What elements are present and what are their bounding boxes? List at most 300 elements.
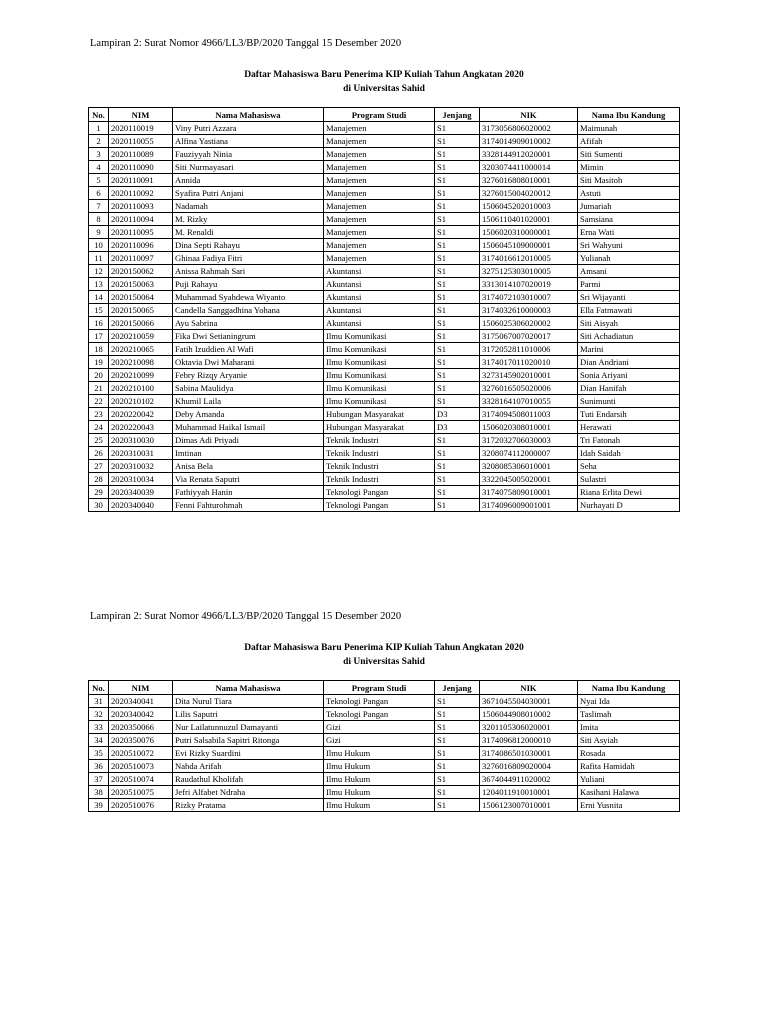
table-row — [89, 200, 680, 213]
cell-jenjang: S1 — [435, 695, 480, 708]
cell-nama: Annida — [173, 174, 324, 187]
cell-ibu-kandung: Ella Fatmawati — [578, 304, 680, 317]
cell-no: 19 — [89, 356, 109, 369]
cell-ibu-kandung: Dian Hanifah — [578, 382, 680, 395]
cell-ibu-kandung: Afifah — [578, 135, 680, 148]
table-row — [89, 460, 680, 473]
cell-nama: Candella Sanggadhina Yohana — [173, 304, 324, 317]
cell-no: 3 — [89, 148, 109, 161]
cell-jenjang: S1 — [435, 356, 480, 369]
table-header-row — [89, 108, 680, 122]
cell-no: 4 — [89, 161, 109, 174]
cell-no: 25 — [89, 434, 109, 447]
cell-jenjang: S1 — [435, 252, 480, 265]
cell-nik: 3203074411000014 — [480, 161, 578, 174]
cell-nik: 3273145902010001 — [480, 369, 578, 382]
cell-nik: 3674044911020002 — [480, 773, 578, 786]
cell-nama: Fenni Fahturohmah — [173, 499, 324, 512]
cell-no: 18 — [89, 343, 109, 356]
cell-no: 9 — [89, 226, 109, 239]
cell-nik: 3174032610000003 — [480, 304, 578, 317]
cell-no: 2 — [89, 135, 109, 148]
cell-no: 16 — [89, 317, 109, 330]
cell-nik: 3174094508011003 — [480, 408, 578, 421]
cell-nama: Muhammad Haikal Ismail — [173, 421, 324, 434]
cell-jenjang: S1 — [435, 187, 480, 200]
cell-nim: 2020110095 — [109, 226, 173, 239]
cell-nim: 2020350076 — [109, 734, 173, 747]
cell-jenjang: S1 — [435, 278, 480, 291]
table-row — [89, 369, 680, 382]
cell-ibu-kandung: Tri Fatonah — [578, 434, 680, 447]
cell-no: 38 — [89, 786, 109, 799]
table-row — [89, 408, 680, 421]
column-header: Nama Ibu Kandung — [578, 108, 680, 122]
column-header: No. — [89, 681, 109, 695]
cell-no: 37 — [89, 773, 109, 786]
table-row — [89, 734, 680, 747]
cell-nama: Dita Nurul Tiara — [173, 695, 324, 708]
table-row — [89, 421, 680, 434]
cell-ibu-kandung: Amsani — [578, 265, 680, 278]
cell-jenjang: S1 — [435, 369, 480, 382]
table-row — [89, 161, 680, 174]
cell-program-studi: Ilmu Komunikasi — [324, 382, 435, 395]
cell-nik: 3275125303010005 — [480, 265, 578, 278]
cell-ibu-kandung: Kasihani Halawa — [578, 786, 680, 799]
cell-no: 26 — [89, 447, 109, 460]
cell-nama: Nahda Arifah — [173, 760, 324, 773]
cell-nim: 2020110096 — [109, 239, 173, 252]
cell-jenjang: S1 — [435, 174, 480, 187]
cell-ibu-kandung: Mimin — [578, 161, 680, 174]
cell-nim: 2020510076 — [109, 799, 173, 812]
cell-nik: 3276016809020004 — [480, 760, 578, 773]
cell-ibu-kandung: Rafita Hamidah — [578, 760, 680, 773]
cell-jenjang: S1 — [435, 486, 480, 499]
cell-nama: Khumil Laila — [173, 395, 324, 408]
table-row — [89, 499, 680, 512]
cell-program-studi: Manajemen — [324, 239, 435, 252]
cell-nik: 3208074112000007 — [480, 447, 578, 460]
cell-ibu-kandung: Sunimunti — [578, 395, 680, 408]
cell-ibu-kandung: Idah Saidah — [578, 447, 680, 460]
cell-no: 6 — [89, 187, 109, 200]
cell-ibu-kandung: Riana Erlita Dewi — [578, 486, 680, 499]
cell-program-studi: Ilmu Komunikasi — [324, 356, 435, 369]
column-header: NIM — [109, 681, 173, 695]
cell-nama: M. Rizky — [173, 213, 324, 226]
cell-nim: 2020110019 — [109, 122, 173, 135]
cell-program-studi: Manajemen — [324, 135, 435, 148]
cell-nim: 2020110090 — [109, 161, 173, 174]
lampiran-header: Lampiran 2: Surat Nomor 4966/LL3/BP/2020 Tanggal 15 Desember 2020 — [90, 38, 402, 49]
cell-nama: Anisa Bela — [173, 460, 324, 473]
table-row — [89, 265, 680, 278]
cell-nim: 2020510073 — [109, 760, 173, 773]
cell-program-studi: Akuntansi — [324, 317, 435, 330]
cell-no: 17 — [89, 330, 109, 343]
cell-program-studi: Gizi — [324, 721, 435, 734]
cell-nim: 2020110092 — [109, 187, 173, 200]
table-row — [89, 434, 680, 447]
cell-program-studi: Manajemen — [324, 122, 435, 135]
cell-jenjang: S1 — [435, 773, 480, 786]
cell-nama: Jefri Alfabet Ndraha — [173, 786, 324, 799]
cell-nik: 3328164107010055 — [480, 395, 578, 408]
student-table — [88, 107, 680, 512]
cell-ibu-kandung: Nurhayati D — [578, 499, 680, 512]
cell-nim: 2020310032 — [109, 460, 173, 473]
cell-jenjang: S1 — [435, 799, 480, 812]
column-header: Program Studi — [324, 681, 435, 695]
cell-nim: 2020510072 — [109, 747, 173, 760]
table-row — [89, 330, 680, 343]
column-header: Nama Ibu Kandung — [578, 681, 680, 695]
cell-ibu-kandung: Seha — [578, 460, 680, 473]
cell-no: 23 — [89, 408, 109, 421]
cell-nik: 3172052811010006 — [480, 343, 578, 356]
cell-nik: 3174096812000010 — [480, 734, 578, 747]
cell-program-studi: Teknik Industri — [324, 447, 435, 460]
cell-ibu-kandung: Samsiana — [578, 213, 680, 226]
cell-program-studi: Ilmu Komunikasi — [324, 395, 435, 408]
cell-no: 11 — [89, 252, 109, 265]
cell-ibu-kandung: Marini — [578, 343, 680, 356]
cell-jenjang: S1 — [435, 200, 480, 213]
column-header: Jenjang — [435, 681, 480, 695]
cell-nik: 3174086501030001 — [480, 747, 578, 760]
table-row — [89, 695, 680, 708]
cell-ibu-kandung: Maimunah — [578, 122, 680, 135]
cell-program-studi: Ilmu Hukum — [324, 773, 435, 786]
cell-jenjang: S1 — [435, 122, 480, 135]
cell-jenjang: S1 — [435, 226, 480, 239]
cell-program-studi: Gizi — [324, 734, 435, 747]
cell-jenjang: S1 — [435, 473, 480, 486]
cell-ibu-kandung: Parmi — [578, 278, 680, 291]
cell-no: 5 — [89, 174, 109, 187]
cell-jenjang: S1 — [435, 265, 480, 278]
cell-no: 10 — [89, 239, 109, 252]
cell-ibu-kandung: Herawati — [578, 421, 680, 434]
table-row — [89, 773, 680, 786]
cell-nik: 1506110401020001 — [480, 213, 578, 226]
cell-program-studi: Akuntansi — [324, 278, 435, 291]
table-row — [89, 747, 680, 760]
table-row — [89, 148, 680, 161]
document-title: Daftar Mahasiswa Baru Penerima KIP Kuliah Tahun Angkatan 2020 — [244, 643, 524, 653]
cell-program-studi: Manajemen — [324, 213, 435, 226]
cell-nama: Puji Rahayu — [173, 278, 324, 291]
table-row — [89, 382, 680, 395]
cell-nim: 2020150065 — [109, 304, 173, 317]
cell-program-studi: Ilmu Hukum — [324, 760, 435, 773]
cell-program-studi: Manajemen — [324, 252, 435, 265]
cell-program-studi: Manajemen — [324, 226, 435, 239]
column-header: NIM — [109, 108, 173, 122]
cell-no: 24 — [89, 421, 109, 434]
cell-jenjang: S1 — [435, 135, 480, 148]
cell-nim: 2020210059 — [109, 330, 173, 343]
cell-nim: 2020510075 — [109, 786, 173, 799]
table-row — [89, 304, 680, 317]
cell-program-studi: Manajemen — [324, 200, 435, 213]
cell-nim: 2020340042 — [109, 708, 173, 721]
cell-nik: 3276015004020012 — [480, 187, 578, 200]
cell-program-studi: Manajemen — [324, 174, 435, 187]
table-row — [89, 278, 680, 291]
cell-nama: Fauziyyah Ninia — [173, 148, 324, 161]
cell-nama: Nur Lailatunnuzul Damayanti — [173, 721, 324, 734]
table-row — [89, 799, 680, 812]
cell-nik: 1506044908010002 — [480, 708, 578, 721]
cell-nama: Evi Rizky Suardini — [173, 747, 324, 760]
student-table — [88, 680, 680, 812]
cell-ibu-kandung: Nyai Ida — [578, 695, 680, 708]
cell-ibu-kandung: Sri Wahyuni — [578, 239, 680, 252]
cell-nik: 3174017011020010 — [480, 356, 578, 369]
cell-nim: 2020110093 — [109, 200, 173, 213]
cell-nik: 3174014909010002 — [480, 135, 578, 148]
cell-jenjang: S1 — [435, 317, 480, 330]
table-row — [89, 486, 680, 499]
cell-nik: 1506020310000001 — [480, 226, 578, 239]
cell-nama: Febry Rizqy Aryanie — [173, 369, 324, 382]
cell-program-studi: Manajemen — [324, 161, 435, 174]
cell-ibu-kandung: Astuti — [578, 187, 680, 200]
cell-nim: 2020110091 — [109, 174, 173, 187]
cell-nama: Lilis Saputri — [173, 708, 324, 721]
cell-no: 22 — [89, 395, 109, 408]
document-title: Daftar Mahasiswa Baru Penerima KIP Kuliah Tahun Angkatan 2020 — [244, 70, 524, 80]
table-row — [89, 252, 680, 265]
cell-program-studi: Manajemen — [324, 187, 435, 200]
cell-no: 28 — [89, 473, 109, 486]
table-row — [89, 343, 680, 356]
cell-ibu-kandung: Sri Wijayanti — [578, 291, 680, 304]
cell-ibu-kandung: Taslimah — [578, 708, 680, 721]
table-row — [89, 122, 680, 135]
cell-jenjang: S1 — [435, 304, 480, 317]
table-body — [89, 122, 680, 512]
cell-jenjang: S1 — [435, 786, 480, 799]
cell-program-studi: Ilmu Hukum — [324, 799, 435, 812]
table-row — [89, 135, 680, 148]
cell-jenjang: S1 — [435, 447, 480, 460]
cell-nim: 2020210100 — [109, 382, 173, 395]
cell-nama: Dimas Adi Priyadi — [173, 434, 324, 447]
cell-nama: Fathiyyah Hanin — [173, 486, 324, 499]
cell-program-studi: Ilmu Komunikasi — [324, 369, 435, 382]
cell-nim: 2020350066 — [109, 721, 173, 734]
cell-ibu-kandung: Siti Aisyah — [578, 317, 680, 330]
cell-nik: 3172032706030003 — [480, 434, 578, 447]
cell-no: 31 — [89, 695, 109, 708]
cell-nama: Via Renata Saputri — [173, 473, 324, 486]
cell-nama: M. Renaldi — [173, 226, 324, 239]
cell-nim: 2020150064 — [109, 291, 173, 304]
cell-no: 39 — [89, 799, 109, 812]
cell-jenjang: S1 — [435, 291, 480, 304]
cell-nim: 2020150063 — [109, 278, 173, 291]
cell-program-studi: Akuntansi — [324, 265, 435, 278]
cell-nama: Muhammad Syahdewa Wiyanto — [173, 291, 324, 304]
table-row — [89, 239, 680, 252]
cell-nik: 3313014107020019 — [480, 278, 578, 291]
cell-ibu-kandung: Jumariah — [578, 200, 680, 213]
cell-nik: 3175067007020017 — [480, 330, 578, 343]
cell-nim: 2020220042 — [109, 408, 173, 421]
cell-nik: 3208085306010001 — [480, 460, 578, 473]
cell-nim: 2020510074 — [109, 773, 173, 786]
cell-nik: 3174072103010007 — [480, 291, 578, 304]
cell-jenjang: S1 — [435, 213, 480, 226]
cell-jenjang: S1 — [435, 382, 480, 395]
cell-program-studi: Teknologi Pangan — [324, 486, 435, 499]
cell-ibu-kandung: Siti Asyiah — [578, 734, 680, 747]
cell-no: 14 — [89, 291, 109, 304]
cell-no: 30 — [89, 499, 109, 512]
cell-nama: Nadamah — [173, 200, 324, 213]
cell-nik: 1506020308010001 — [480, 421, 578, 434]
cell-nik: 1506045202010003 — [480, 200, 578, 213]
cell-nama: Putri Salsabila Sapitri Ritonga — [173, 734, 324, 747]
cell-nim: 2020310034 — [109, 473, 173, 486]
cell-nim: 2020210099 — [109, 369, 173, 382]
cell-ibu-kandung: Yulianah — [578, 252, 680, 265]
cell-no: 34 — [89, 734, 109, 747]
cell-nama: Raudathul Kholifah — [173, 773, 324, 786]
cell-no: 8 — [89, 213, 109, 226]
cell-ibu-kandung: Tuti Endarsih — [578, 408, 680, 421]
cell-no: 21 — [89, 382, 109, 395]
cell-nama: Oktavia Dwi Maharani — [173, 356, 324, 369]
document-subtitle: di Universitas Sahid — [343, 84, 425, 94]
cell-no: 13 — [89, 278, 109, 291]
cell-nik: 3174096009001001 — [480, 499, 578, 512]
cell-program-studi: Manajemen — [324, 148, 435, 161]
cell-program-studi: Ilmu Komunikasi — [324, 343, 435, 356]
cell-nik: 3328144912020001 — [480, 148, 578, 161]
cell-nik: 3173056806020002 — [480, 122, 578, 135]
cell-jenjang: S1 — [435, 148, 480, 161]
cell-program-studi: Hubungan Masyarakat — [324, 408, 435, 421]
cell-nama: Viny Putri Azzara — [173, 122, 324, 135]
cell-no: 20 — [89, 369, 109, 382]
cell-ibu-kandung: Dian Andriani — [578, 356, 680, 369]
cell-nim: 2020210102 — [109, 395, 173, 408]
cell-nik: 3276016808010001 — [480, 174, 578, 187]
cell-program-studi: Teknologi Pangan — [324, 708, 435, 721]
cell-nim: 2020310031 — [109, 447, 173, 460]
cell-jenjang: S1 — [435, 330, 480, 343]
table-row — [89, 786, 680, 799]
cell-ibu-kandung: Imita — [578, 721, 680, 734]
cell-no: 36 — [89, 760, 109, 773]
cell-nama: Deby Amanda — [173, 408, 324, 421]
cell-ibu-kandung: Siti Achadiatun — [578, 330, 680, 343]
cell-nim: 2020220043 — [109, 421, 173, 434]
cell-nim: 2020310030 — [109, 434, 173, 447]
cell-program-studi: Ilmu Komunikasi — [324, 330, 435, 343]
cell-nama: Sabina Maulidya — [173, 382, 324, 395]
cell-jenjang: S1 — [435, 721, 480, 734]
table-row — [89, 395, 680, 408]
cell-ibu-kandung: Erni Yusnita — [578, 799, 680, 812]
column-header: No. — [89, 108, 109, 122]
cell-jenjang: S1 — [435, 747, 480, 760]
cell-nama: Alfina Yastiana — [173, 135, 324, 148]
cell-program-studi: Hubungan Masyarakat — [324, 421, 435, 434]
cell-nama: Dina Septi Rahayu — [173, 239, 324, 252]
cell-ibu-kandung: Rosada — [578, 747, 680, 760]
cell-nik: 3174075809010001 — [480, 486, 578, 499]
table-row — [89, 174, 680, 187]
cell-nama: Anissa Rahmah Sari — [173, 265, 324, 278]
cell-nama: Fika Dwi Setianingrum — [173, 330, 324, 343]
cell-ibu-kandung: Sonia Ariyani — [578, 369, 680, 382]
cell-jenjang: S1 — [435, 434, 480, 447]
table-row — [89, 473, 680, 486]
cell-nama: Fatih Izuddien Al Wafi — [173, 343, 324, 356]
cell-nim: 2020110097 — [109, 252, 173, 265]
table-row — [89, 187, 680, 200]
cell-nim: 2020210065 — [109, 343, 173, 356]
cell-no: 29 — [89, 486, 109, 499]
table-body — [89, 695, 680, 812]
cell-jenjang: D3 — [435, 421, 480, 434]
table-row — [89, 226, 680, 239]
table-row — [89, 708, 680, 721]
cell-jenjang: S1 — [435, 343, 480, 356]
cell-nama: Imtinan — [173, 447, 324, 460]
cell-nim: 2020150066 — [109, 317, 173, 330]
cell-nik: 3276016505020006 — [480, 382, 578, 395]
cell-nim: 2020340040 — [109, 499, 173, 512]
cell-ibu-kandung: Siti Masitoh — [578, 174, 680, 187]
cell-nim: 2020110055 — [109, 135, 173, 148]
table-row — [89, 213, 680, 226]
cell-nim: 2020210098 — [109, 356, 173, 369]
cell-jenjang: S1 — [435, 395, 480, 408]
cell-jenjang: S1 — [435, 161, 480, 174]
column-header: NIK — [480, 681, 578, 695]
cell-jenjang: S1 — [435, 708, 480, 721]
cell-nama: Ayu Sabrina — [173, 317, 324, 330]
cell-ibu-kandung: Erna Wati — [578, 226, 680, 239]
cell-nik: 1506123007010001 — [480, 799, 578, 812]
cell-jenjang: S1 — [435, 460, 480, 473]
table-row — [89, 760, 680, 773]
cell-nik: 3201105306020001 — [480, 721, 578, 734]
cell-nim: 2020340041 — [109, 695, 173, 708]
cell-jenjang: S1 — [435, 734, 480, 747]
cell-no: 15 — [89, 304, 109, 317]
document-subtitle: di Universitas Sahid — [343, 657, 425, 667]
cell-program-studi: Teknik Industri — [324, 434, 435, 447]
table-row — [89, 291, 680, 304]
table-row — [89, 447, 680, 460]
cell-no: 32 — [89, 708, 109, 721]
cell-no: 1 — [89, 122, 109, 135]
cell-program-studi: Ilmu Hukum — [324, 786, 435, 799]
cell-no: 7 — [89, 200, 109, 213]
cell-nama: Siti Nurmayasari — [173, 161, 324, 174]
cell-ibu-kandung: Siti Sumenti — [578, 148, 680, 161]
cell-ibu-kandung: Sulastri — [578, 473, 680, 486]
table-row — [89, 317, 680, 330]
